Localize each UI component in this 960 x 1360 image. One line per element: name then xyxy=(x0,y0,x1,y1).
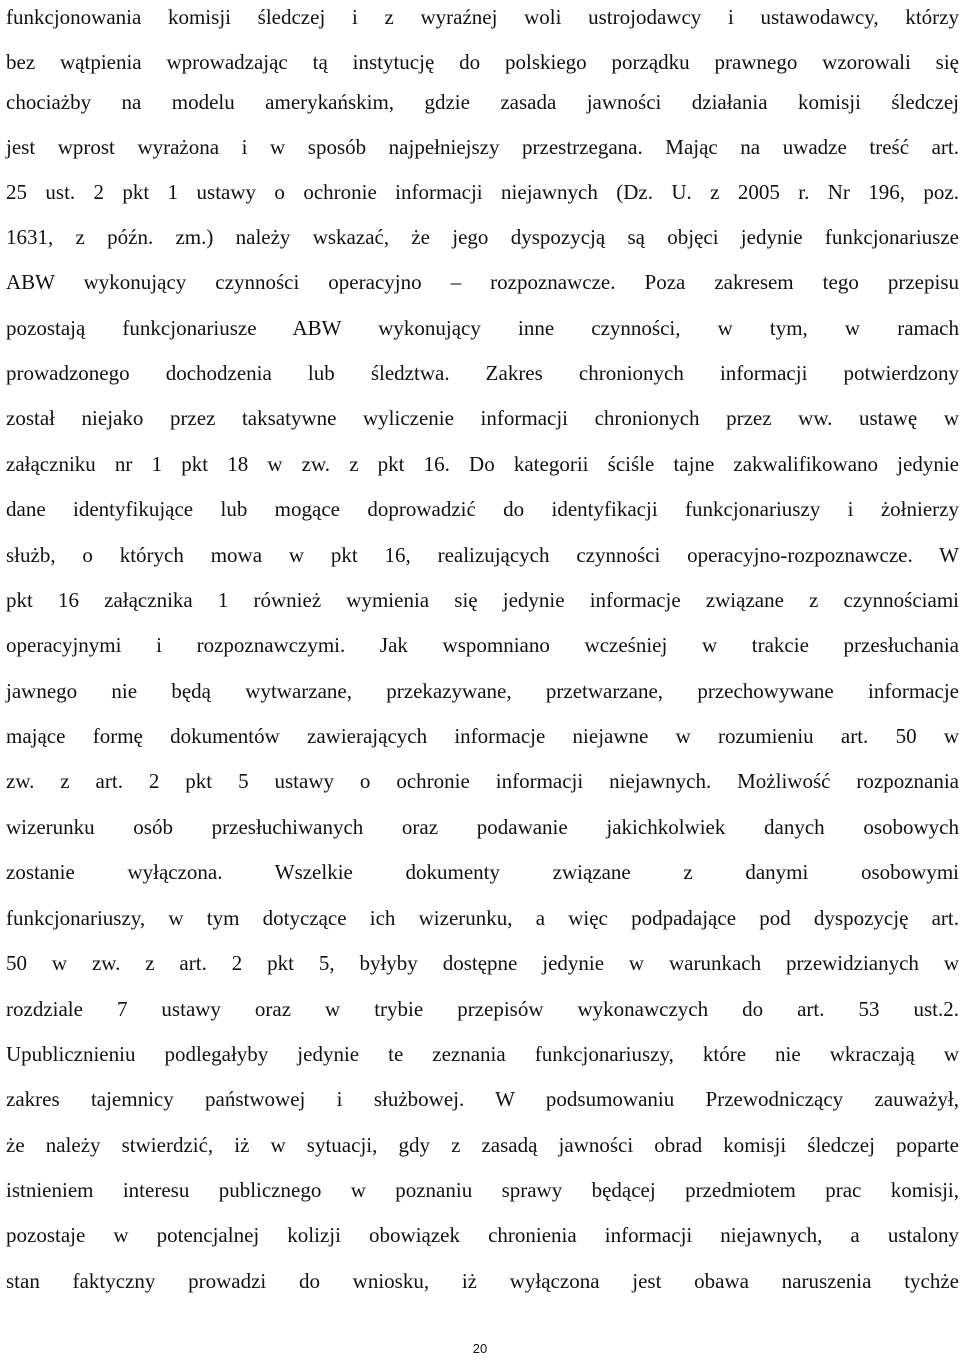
text-line: ABW wykonujący czynności operacyjno – rozpoznawcze. Poza zakresem tego przepisu xyxy=(6,270,959,294)
text-line: 25 ust. 2 pkt 1 ustawy o ochronie informacji niejawnych (Dz. U. z 2005 r. Nr 196, poz. xyxy=(6,180,959,204)
text-line: Upublicznieniu podlegałyby jedynie te zeznania funkcjonariuszy, które nie wkraczają w xyxy=(6,1042,959,1066)
text-line: wizerunku osób przesłuchiwanych oraz podawanie jakichkolwiek danych osobowych xyxy=(6,815,959,839)
text-line: jawnego nie będą wytwarzane, przekazywane, przetwarzane, przechowywane informacje xyxy=(6,679,959,703)
text-line: pozostaje w potencjalnej kolizji obowiązek chronienia informacji niejawnych, a ustalony xyxy=(6,1223,959,1247)
text-line: chociażby na modelu amerykańskim, gdzie zasada jawności działania komisji śledczej xyxy=(6,90,959,114)
text-line: jest wprost wyrażona i w sposób najpełniejszy przestrzegana. Mając na uwadze treść art. xyxy=(6,135,959,159)
text-line: służb, o których mowa w pkt 16, realizujących czynności operacyjno-rozpoznawcze. W xyxy=(6,543,959,567)
text-line: prowadzonego dochodzenia lub śledztwa. Zakres chronionych informacji potwierdzony xyxy=(6,361,959,385)
text-line: zostanie wyłączona. Wszelkie dokumenty związane z danymi osobowymi xyxy=(6,860,959,884)
text-line: pozostają funkcjonariusze ABW wykonujący inne czynności, w tym, w ramach xyxy=(6,316,959,340)
text-line: załączniku nr 1 pkt 18 w zw. z pkt 16. Do kategorii ściśle tajne zakwalifikowano jedynie xyxy=(6,452,959,476)
text-line: bez wątpienia wprowadzając tą instytucję do polskiego porządku prawnego wzorowali się xyxy=(6,50,959,74)
text-line: zakres tajemnicy państwowej i służbowej. W podsumowaniu Przewodniczący zauważył, xyxy=(6,1087,959,1111)
text-line: dane identyfikujące lub mogące doprowadzić do identyfikacji funkcjonariuszy i żołnierzy xyxy=(6,497,959,521)
text-line: został niejako przez taksatywne wyliczenie informacji chronionych przez ww. ustawę w xyxy=(6,406,959,430)
text-line: stan faktyczny prowadzi do wniosku, iż wyłączona jest obawa naruszenia tychże xyxy=(6,1269,959,1293)
text-line: funkcjonowania komisji śledczej i z wyraźnej woli ustrojodawcy i ustawodawcy, którzy xyxy=(6,5,959,29)
text-line: zw. z art. 2 pkt 5 ustawy o ochronie informacji niejawnych. Możliwość rozpoznania xyxy=(6,769,959,793)
text-line: istnieniem interesu publicznego w poznaniu sprawy będącej przedmiotem prac komisji, xyxy=(6,1178,959,1202)
text-line: rozdziale 7 ustawy oraz w trybie przepisów wykonawczych do art. 53 ust.2. xyxy=(6,997,959,1021)
page-number: 20 xyxy=(472,1341,488,1356)
text-line: że należy stwierdzić, iż w sytuacji, gdy z zasadą jawności obrad komisji śledczej poparte xyxy=(6,1133,959,1157)
text-line: mające formę dokumentów zawierających informacje niejawne w rozumieniu art. 50 w xyxy=(6,724,959,748)
text-line: operacyjnymi i rozpoznawczymi. Jak wspomniano wcześniej w trakcie przesłuchania xyxy=(6,633,959,657)
text-line: 1631, z późn. zm.) należy wskazać, że jego dyspozycją są objęci jedynie funkcjonariusze xyxy=(6,225,959,249)
text-line: pkt 16 załącznika 1 również wymienia się jedynie informacje związane z czynnościami xyxy=(6,588,959,612)
text-line: 50 w zw. z art. 2 pkt 5, byłyby dostępne jedynie w warunkach przewidzianych w xyxy=(6,951,959,975)
text-line: funkcjonariuszy, w tym dotyczące ich wizerunku, a więc podpadające pod dyspozycję art. xyxy=(6,906,959,930)
